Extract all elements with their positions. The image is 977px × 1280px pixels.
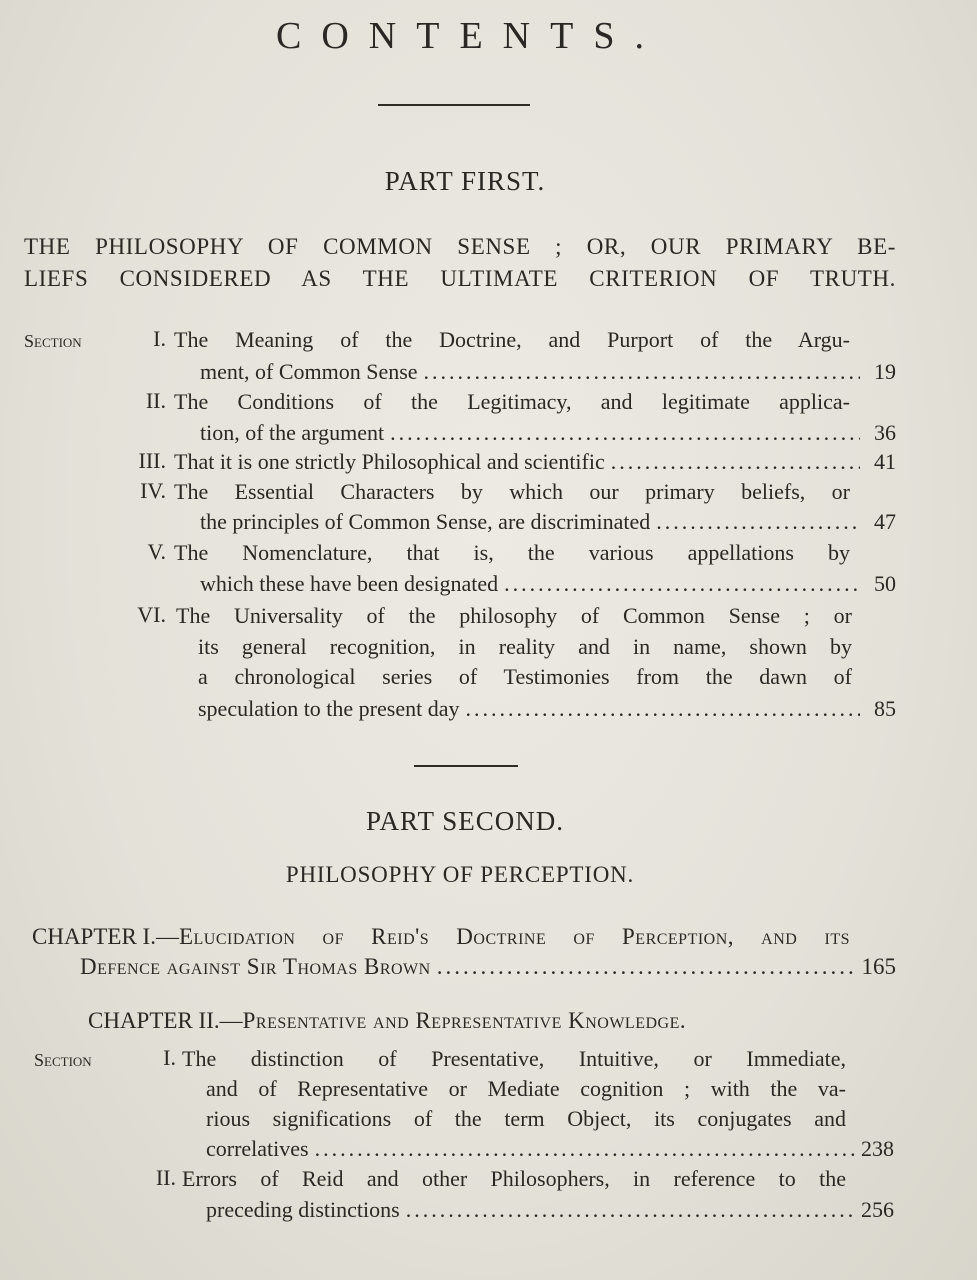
toc-entry-2-2[interactable] [206, 1195, 894, 1225]
part-first-subtitle-line1: THE PHILOSOPHY OF COMMON SENSE ; OR, OUR PRIMARY BE- [24, 234, 896, 259]
dot-leader [437, 952, 856, 982]
page-number: 41 [874, 449, 896, 474]
section-numeral: IV. [140, 478, 166, 503]
page-number: 238 [861, 1136, 894, 1161]
page-number: 85 [874, 696, 896, 721]
section-numeral: II. [145, 388, 166, 413]
toc-text: rious significations of the term Object, its conjugates and [206, 1106, 846, 1131]
toc-entry-1-3[interactable] [174, 447, 896, 477]
part-first-subtitle-line2: LIEFS CONSIDERED AS THE ULTIMATE CRITERION OF TRUTH. [24, 266, 896, 291]
toc-text: correlatives [206, 1136, 309, 1161]
page-number: 50 [874, 571, 896, 596]
toc-text: Errors of Reid and other Philosophers, in reference to the [182, 1166, 846, 1191]
chapter-label: CHAPTER II.— [88, 1008, 243, 1033]
page-number: 165 [861, 954, 896, 979]
dot-leader [424, 357, 860, 387]
toc-text: The Essential Characters by which our primary beliefs, or [174, 479, 850, 504]
toc-entry-1-4[interactable] [200, 507, 896, 537]
chapter-1-heading [32, 922, 850, 952]
part-first-heading: PART FIRST. [384, 166, 546, 196]
page-number: 36 [874, 420, 896, 445]
toc-text: tion, of the argument [200, 420, 385, 445]
toc-text: the principles of Common Sense, are discriminated [200, 509, 651, 534]
dot-leader [611, 447, 860, 477]
section-label: Section [34, 1050, 92, 1070]
chapter-title: Elucidation of Reid's Doctrine of Perception, and its [178, 924, 850, 949]
section-label: Section [24, 331, 82, 351]
toc-line [206, 1104, 846, 1134]
toc-text: The distinction of Presentative, Intuitive, or Immediate, [182, 1046, 846, 1071]
toc-line [198, 632, 852, 662]
part-second-heading: PART SECOND. [366, 806, 564, 836]
section-numeral: I. [153, 326, 166, 351]
dot-leader [315, 1134, 855, 1164]
page-number: 19 [874, 359, 896, 384]
toc-text: speculation to the present day [198, 696, 460, 721]
toc-line [198, 662, 852, 692]
toc-text: The Universality of the philosophy of Common Sense ; or [176, 603, 852, 628]
dot-leader [504, 569, 860, 599]
toc-line [174, 325, 850, 355]
toc-text: preceding distinctions [206, 1197, 400, 1222]
page-title: CONTENTS. [276, 15, 664, 57]
toc-text: which these have been designated [200, 571, 499, 596]
toc-text: That it is one strictly Philosophical and scientific [174, 449, 605, 474]
section-numeral: I. [163, 1045, 176, 1070]
section-numeral: II. [155, 1165, 176, 1190]
toc-line [174, 538, 850, 568]
toc-entry-2-1[interactable] [206, 1134, 894, 1164]
page-number: 47 [874, 509, 896, 534]
chapter-2-heading [88, 1006, 686, 1036]
toc-text: its general recognition, in reality and in name, shown by [198, 634, 852, 659]
toc-line [206, 1074, 846, 1104]
dot-leader [390, 418, 860, 448]
dot-leader [465, 694, 860, 724]
toc-text: ment, of Common Sense [200, 359, 418, 384]
toc-text: The Nomenclature, that is, the various appellations by [174, 540, 850, 565]
dot-leader [406, 1195, 855, 1225]
toc-entry-chapter-1[interactable] [80, 952, 896, 982]
toc-line [182, 1164, 846, 1194]
section-numeral: V. [147, 539, 166, 564]
toc-line [182, 1044, 846, 1074]
chapter-title: Presentative and Representative Knowledge. [242, 1008, 687, 1033]
page-number: 256 [861, 1197, 894, 1222]
toc-entry-1-5[interactable] [200, 569, 896, 599]
toc-line [174, 387, 850, 417]
toc-entry-1-1[interactable] [200, 357, 896, 387]
part-second-subtitle: PHILOSOPHY OF PERCEPTION. [285, 862, 635, 887]
section-numeral: III. [138, 448, 166, 473]
toc-text: and of Representative or Mediate cognition ; with the va- [206, 1076, 846, 1101]
toc-text: The Conditions of the Legitimacy, and legitimate applica- [174, 389, 850, 414]
toc-entry-1-6[interactable] [198, 694, 896, 724]
dot-leader [656, 507, 860, 537]
toc-entry-1-2[interactable] [200, 418, 896, 448]
toc-line [176, 601, 852, 631]
title-divider [378, 104, 530, 106]
part-divider [414, 765, 518, 767]
toc-line [174, 477, 850, 507]
chapter-label: CHAPTER I.— [32, 924, 179, 949]
section-numeral: VI. [137, 602, 166, 627]
chapter-title: Defence against Sir Thomas Brown [80, 954, 431, 979]
toc-text: The Meaning of the Doctrine, and Purport of the Argu- [174, 327, 850, 352]
toc-text: a chronological series of Testimonies from the dawn of [198, 664, 852, 689]
